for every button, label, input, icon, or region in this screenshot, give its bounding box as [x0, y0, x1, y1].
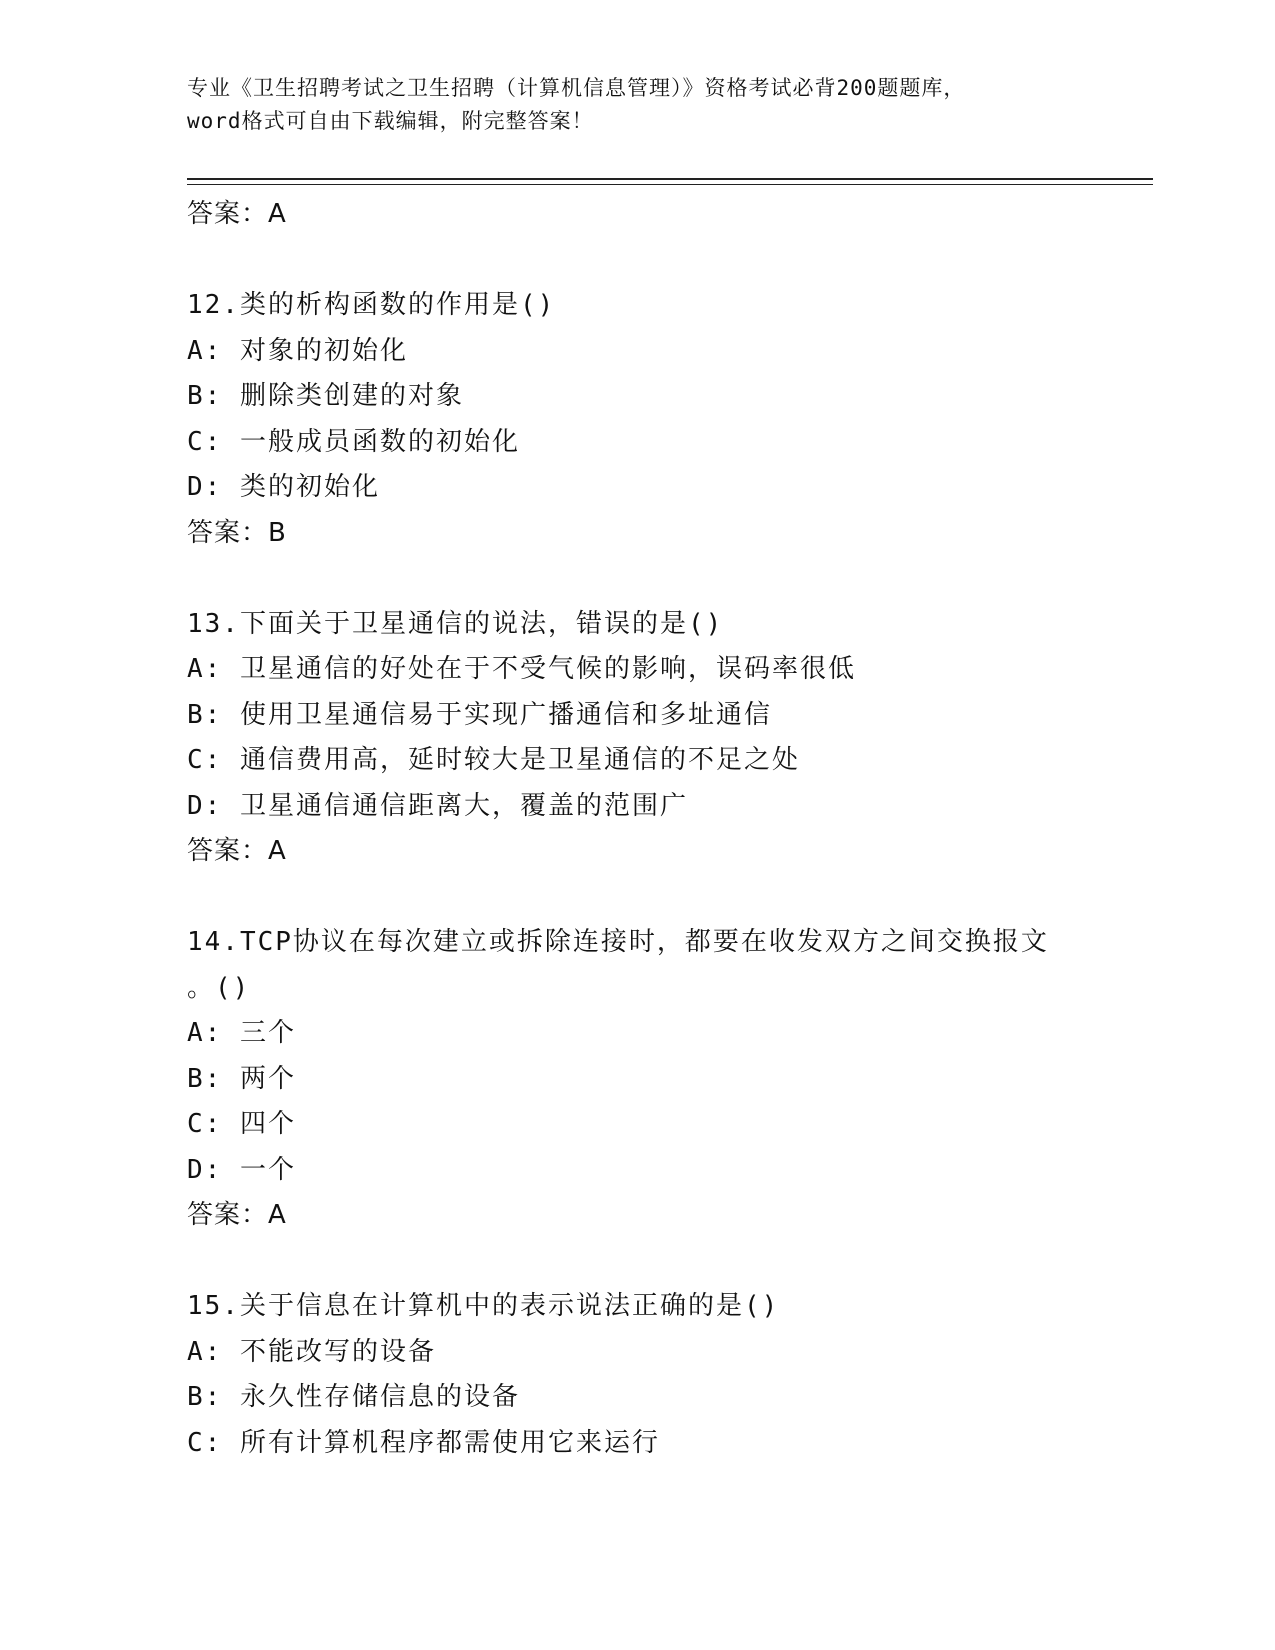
option-13-a: A: 卫星通信的好处在于不受气候的影响，误码率很低: [187, 654, 856, 684]
option-14-a: A: 三个: [187, 1018, 296, 1048]
spacer: [187, 1239, 1147, 1285]
option-14-b: B: 两个: [187, 1063, 296, 1094]
spacer: [187, 875, 1147, 921]
option-15-c: C: 所有计算机程序都需使用它来运行: [187, 1427, 660, 1458]
spacer: [187, 238, 1147, 284]
answer-14: 答案：A: [187, 1200, 287, 1230]
option-15-b: B: 永久性存储信息的设备: [187, 1382, 520, 1412]
spacer: [187, 556, 1147, 602]
question-15: 15.关于信息在计算机中的表示说法正确的是(): [187, 1291, 780, 1321]
option-15-a: A: 不能改写的设备: [187, 1336, 436, 1367]
answer-11: 答案：A: [187, 199, 287, 229]
document-header: [187, 72, 1087, 138]
header-divider-thin: [187, 184, 1153, 185]
option-12-a: A: 对象的初始化: [187, 335, 408, 366]
question-14: 14.TCP协议在每次建立或拆除连接时，都要在收发双方之间交换报文: [187, 927, 1049, 957]
header-divider: [187, 178, 1153, 180]
question-12: 12.类的析构函数的作用是(): [187, 290, 556, 320]
answer-12: 答案：B: [187, 517, 287, 548]
option-12-d: D: 类的初始化: [187, 472, 380, 502]
question-list: [187, 192, 1147, 1466]
option-12-c: C: 一般成员函数的初始化: [187, 426, 520, 457]
option-13-d: D: 卫星通信通信距离大，覆盖的范围广: [187, 790, 688, 821]
header-line-2: word格式可自由下载编辑，附完整答案！: [187, 109, 594, 133]
option-14-c: C: 四个: [187, 1109, 296, 1139]
answer-13: 答案：A: [187, 836, 287, 866]
option-13-c: C: 通信费用高，延时较大是卫星通信的不足之处: [187, 745, 800, 775]
question-13: 13.下面关于卫星通信的说法，错误的是(): [187, 608, 724, 639]
option-12-b: B: 删除类创建的对象: [187, 381, 464, 411]
option-14-d: D: 一个: [187, 1154, 296, 1185]
option-13-b: B: 使用卫星通信易于实现广播通信和多址通信: [187, 699, 772, 730]
question-14-continuation: 。(): [187, 972, 251, 1003]
header-line-1: 专业《卫生招聘考试之卫生招聘（计算机信息管理）》资格考试必背200题题库，: [187, 76, 966, 100]
